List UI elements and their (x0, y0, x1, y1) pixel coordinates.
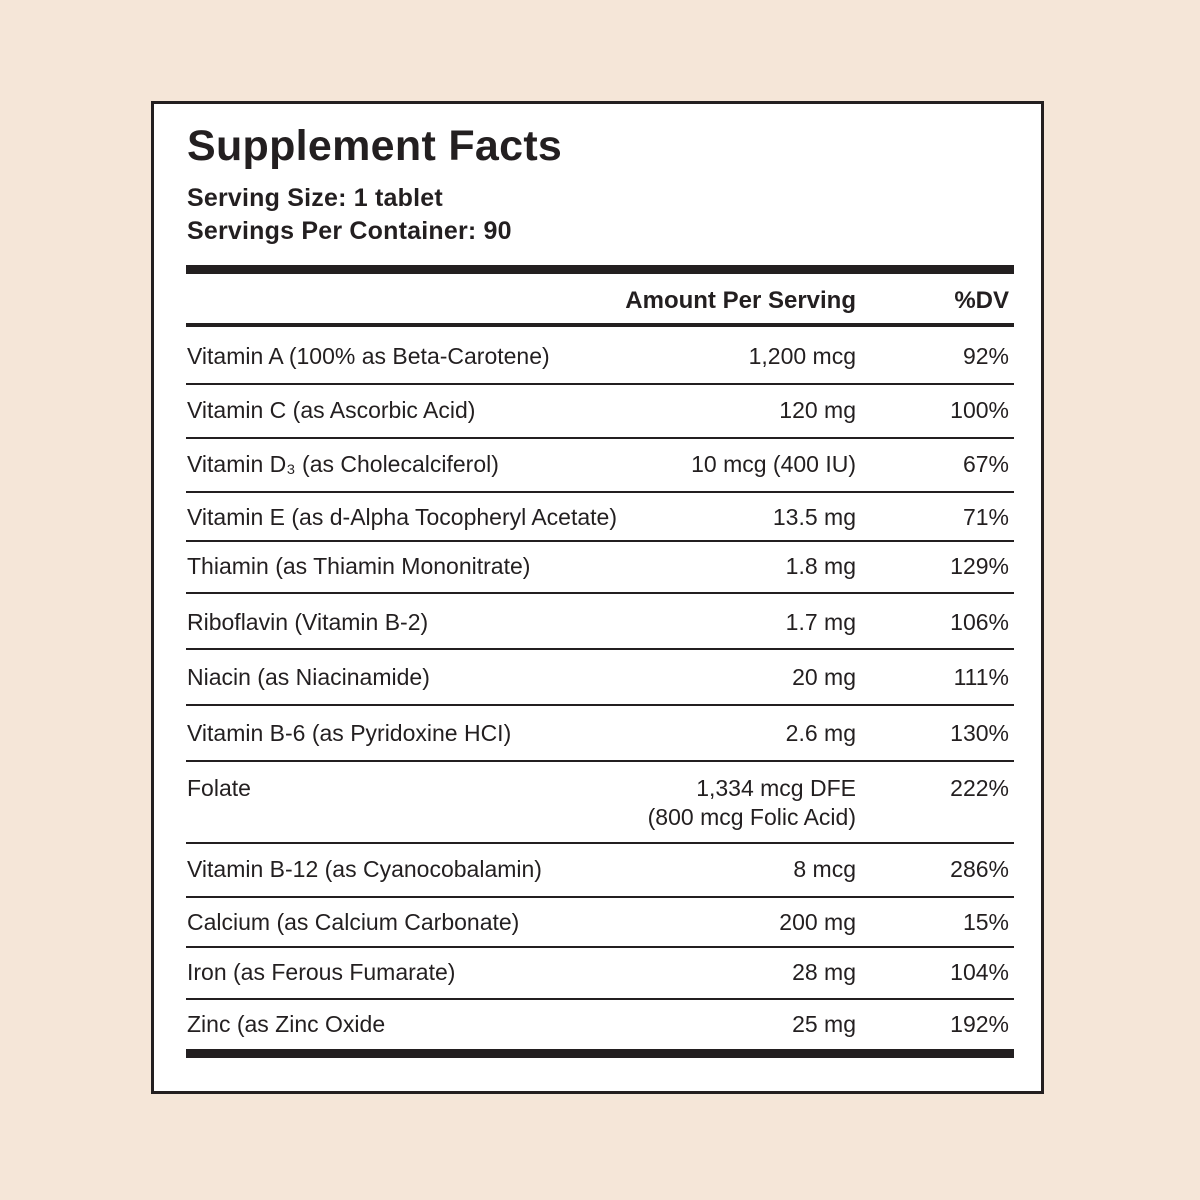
nutrient-dv: 71% (962, 504, 1009, 530)
header-divider (186, 323, 1014, 327)
nutrient-amount: 28 mg (792, 959, 856, 985)
nutrient-dv: 111% (953, 664, 1009, 690)
nutrient-name: Riboflavin (Vitamin B-2) (187, 609, 429, 635)
row-divider (186, 998, 1014, 1000)
serving-size: Serving Size: 1 tablet (187, 184, 443, 212)
nutrient-name: Vitamin C (as Ascorbic Acid) (187, 397, 476, 423)
nutrient-amount: 8 mcg (793, 856, 856, 882)
nutrient-dv: 67% (962, 451, 1009, 477)
nutrient-amount: 13.5 mg (772, 504, 856, 530)
nutrient-amount: 120 mg (779, 397, 856, 423)
panel-title: Supplement Facts (187, 122, 563, 170)
nutrient-dv: 129% (950, 553, 1009, 579)
header-amount-per-serving: Amount Per Serving (625, 287, 856, 314)
nutrient-amount: 1.8 mg (785, 553, 856, 579)
row-divider (186, 383, 1014, 385)
nutrient-dv: 286% (950, 856, 1009, 882)
nutrient-dv: 192% (950, 1011, 1009, 1037)
row-divider (186, 842, 1014, 844)
nutrient-amount: 10 mcg (400 IU) (691, 451, 856, 477)
row-divider (186, 437, 1014, 439)
nutrient-amount: 2.6 mg (785, 720, 856, 746)
nutrient-name: Vitamin B-12 (as Cyanocobalamin) (187, 856, 542, 882)
nutrient-amount: 1,334 mcg DFE (800 mcg Folic Acid) (647, 775, 856, 830)
nutrient-name: Thiamin (as Thiamin Mononitrate) (187, 553, 531, 579)
nutrient-dv: 130% (950, 720, 1009, 746)
row-divider (186, 648, 1014, 650)
row-divider (186, 896, 1014, 898)
nutrient-dv: 92% (962, 343, 1009, 369)
nutrient-name: Iron (as Ferous Fumarate) (187, 959, 456, 985)
nutrient-dv: 104% (950, 959, 1009, 985)
supplement-facts-panel (151, 101, 1044, 1094)
nutrient-amount: 200 mg (779, 909, 856, 935)
nutrient-name: Vitamin D₃ (as Cholecalciferol) (187, 451, 499, 477)
row-divider (186, 592, 1014, 594)
nutrient-dv: 222% (950, 775, 1009, 801)
top-divider (186, 265, 1014, 274)
nutrient-name: Vitamin E (as d-Alpha Tocopheryl Acetate) (187, 504, 617, 530)
nutrient-name: Vitamin B-6 (as Pyridoxine HCI) (187, 720, 512, 746)
nutrient-amount: 1,200 mcg (748, 343, 856, 369)
nutrient-name: Calcium (as Calcium Carbonate) (187, 909, 520, 935)
nutrient-dv: 15% (962, 909, 1009, 935)
row-divider (186, 946, 1014, 948)
nutrient-amount: 20 mg (792, 664, 856, 690)
servings-per-container: Servings Per Container: 90 (187, 217, 512, 245)
serving-info (187, 182, 512, 248)
row-divider (186, 491, 1014, 493)
nutrient-amount: 1.7 mg (785, 609, 856, 635)
nutrient-name: Folate (187, 775, 251, 801)
nutrient-amount: 25 mg (792, 1011, 856, 1037)
nutrient-dv: 106% (950, 609, 1009, 635)
row-divider (186, 760, 1014, 762)
bottom-divider (186, 1049, 1014, 1058)
nutrient-name: Niacin (as Niacinamide) (187, 664, 430, 690)
header-daily-value: %DV (954, 287, 1009, 314)
nutrient-name: Vitamin A (100% as Beta-Carotene) (187, 343, 550, 369)
row-divider (186, 540, 1014, 542)
nutrient-dv: 100% (950, 397, 1009, 423)
row-divider (186, 704, 1014, 706)
nutrient-name: Zinc (as Zinc Oxide (187, 1011, 386, 1037)
